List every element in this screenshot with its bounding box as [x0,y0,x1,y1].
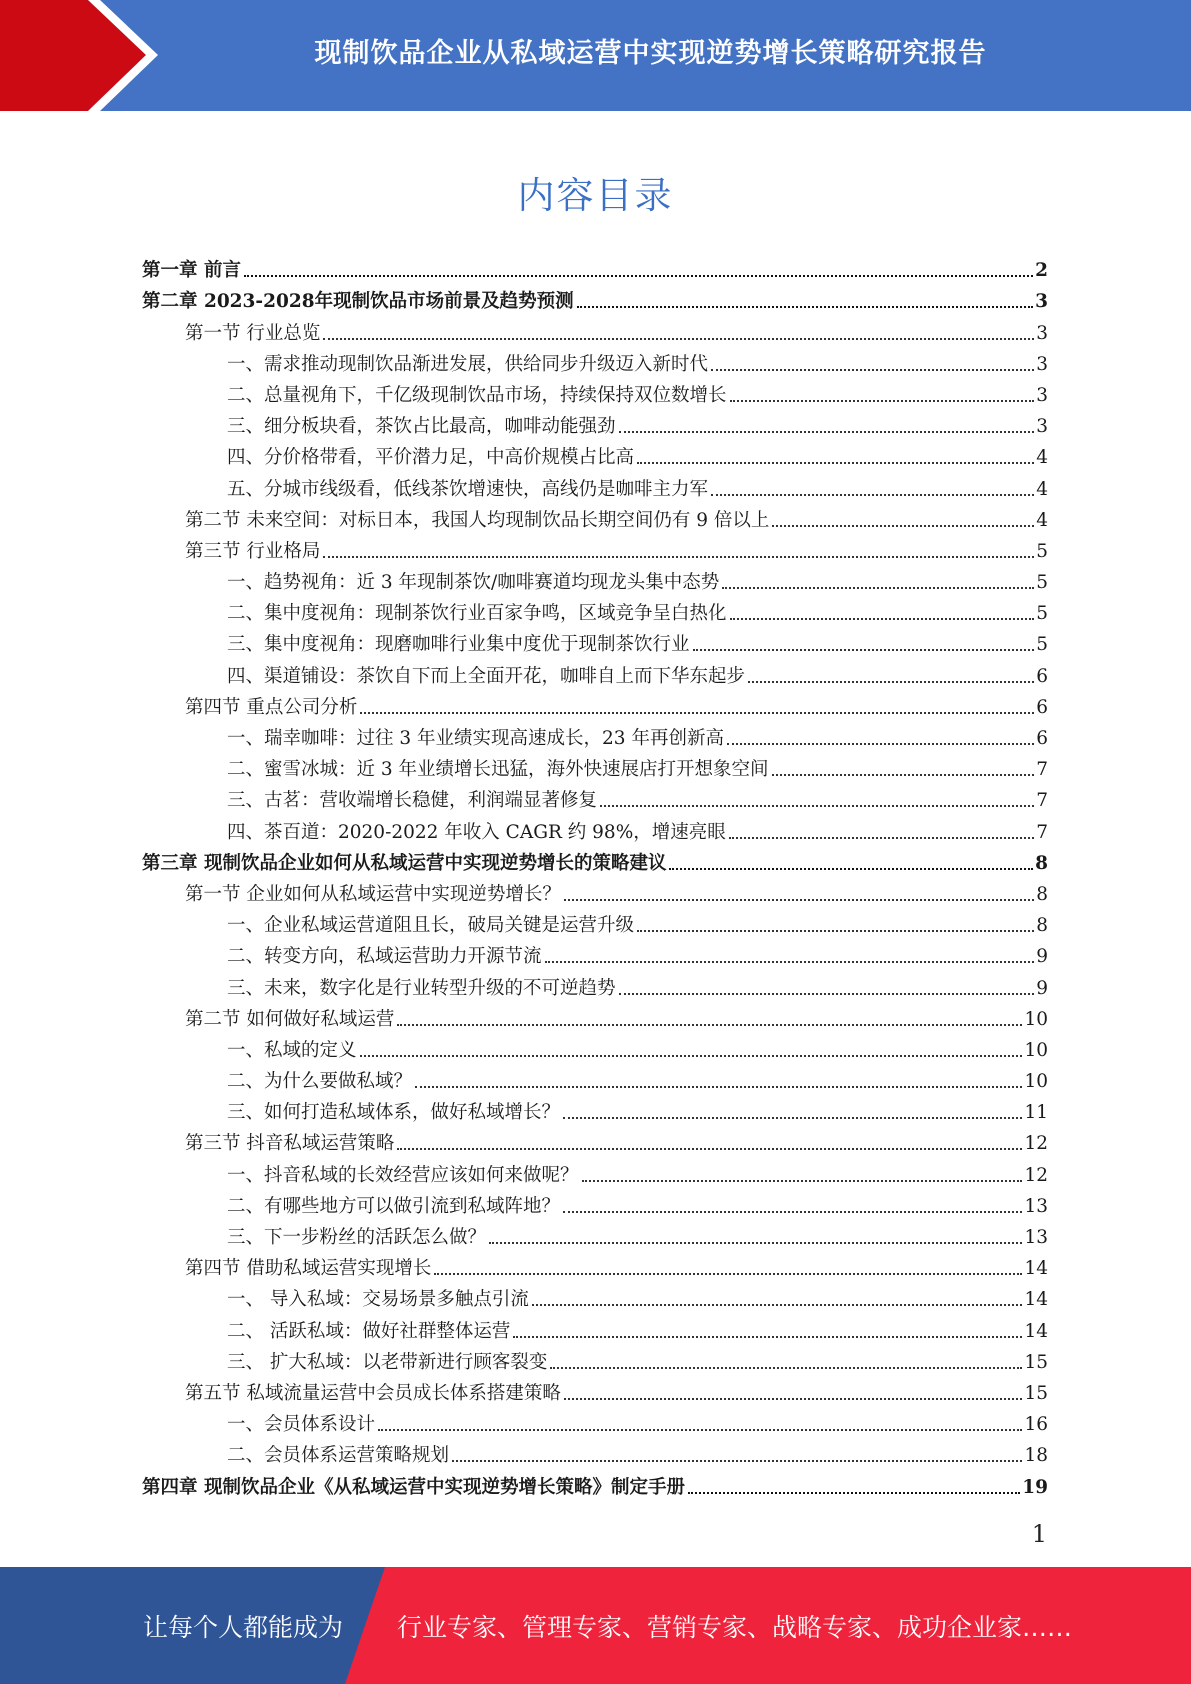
toc-entry[interactable] [142,1127,1048,1158]
toc-entry[interactable] [142,316,1048,347]
toc-dot-leader [564,899,1034,901]
toc-dot-leader [323,556,1034,558]
toc-entry-label: 二、总量视角下，千亿级现制饮品市场，持续保持双位数增长 [227,384,727,406]
toc-entry-page: 2 [1035,260,1048,282]
toc-dot-leader [727,743,1034,745]
toc-entry[interactable] [142,1314,1048,1345]
page-number: 1 [1031,1520,1047,1548]
toc-dot-leader [532,1304,1023,1306]
toc-entry[interactable] [142,1377,1048,1408]
toc-entry-page: 7 [1036,759,1048,781]
toc-entry-page: 8 [1036,883,1048,905]
toc-entry-page: 14 [1024,1320,1048,1342]
toc-entry-label: 二、为什么要做私域？ [227,1071,413,1093]
toc-entry-label: 三、如何打造私域体系，做好私域增长？ [227,1102,561,1124]
toc-dot-leader [434,1273,1022,1275]
toc-list [142,254,1048,1502]
report-title: 现制饮品企业从私域运营中实现逆势增长策略研究报告 [314,37,987,69]
toc-entry-label: 一、会员体系设计 [227,1414,376,1436]
toc-entry-page: 16 [1024,1414,1048,1436]
toc-entry[interactable] [142,254,1048,285]
toc-dot-leader [711,369,1034,371]
toc-entry-label: 一、 导入私域：交易场景多触点引流 [227,1289,529,1311]
toc-entry-page: 10 [1024,1008,1048,1030]
toc-entry-label: 第一节 行业总览 [185,322,321,344]
toc-entry[interactable] [142,1252,1048,1283]
toc-entry[interactable] [142,847,1048,878]
header-band [0,0,1191,111]
toc-dot-leader [582,1180,1023,1182]
toc-entry-page: 7 [1036,821,1048,843]
toc-dot-leader [577,306,1034,308]
toc-entry-page: 4 [1036,509,1048,531]
toc-entry-page: 10 [1024,1039,1048,1061]
toc-entry-label: 第五节 私域流量运营中会员成长体系搭建策略 [185,1382,561,1404]
toc-entry-page: 4 [1036,478,1048,500]
toc-entry[interactable] [142,1158,1048,1189]
toc-entry[interactable] [142,472,1048,503]
toc-entry[interactable] [142,784,1048,815]
toc-entry-label: 第二节 未来空间：对标日本，我国人均现制饮品长期空间仍有 9 倍以上 [185,509,770,531]
toc-entry-page: 3 [1036,384,1048,406]
toc-dot-leader [722,587,1034,589]
toc-dot-leader [729,837,1034,839]
toc-dot-leader [637,462,1034,464]
toc-dot-leader [564,1398,1023,1400]
toc-entry-page: 12 [1024,1164,1048,1186]
toc-entry-label: 一、私域的定义 [227,1039,357,1061]
footer-slogan-right: 行业专家、管理专家、营销专家、战略专家、成功企业家…… [397,1612,1073,1642]
toc-entry-label: 第一章 前言 [142,260,241,282]
toc-entry[interactable] [142,1346,1048,1377]
toc-entry-page: 5 [1036,572,1048,594]
toc-entry-label: 第四节 重点公司分析 [185,696,358,718]
toc-entry[interactable] [142,441,1048,472]
toc-entry-page: 12 [1024,1133,1048,1155]
toc-entry-label: 第三节 行业格局 [185,540,321,562]
footer-band [0,1567,1191,1684]
toc-dot-leader [730,618,1035,620]
toc-entry-label: 第二章 2023-2028年现制饮品市场前景及趋势预测 [142,291,574,313]
toc-title: 内容目录 [517,174,674,217]
toc-entry[interactable] [142,504,1048,535]
toc-entry[interactable] [142,1096,1048,1127]
toc-entry-page: 18 [1024,1445,1048,1467]
toc-entry[interactable] [142,285,1048,316]
toc-dot-leader [772,774,1035,776]
toc-entry-label: 三、细分板块看，茶饮占比最高，咖啡动能强劲 [227,416,616,438]
toc-entry-page: 10 [1024,1071,1048,1093]
toc-dot-leader [360,1055,1023,1057]
toc-entry-page: 4 [1036,447,1048,469]
toc-entry-label: 三、未来，数字化是行业转型升级的不可逆趋势 [227,977,616,999]
toc-dot-leader [693,649,1035,651]
toc-entry-page: 14 [1024,1289,1048,1311]
toc-entry[interactable] [142,1408,1048,1439]
toc-entry-page: 8 [1035,852,1048,874]
toc-dot-leader [415,1086,1022,1088]
toc-entry-label: 第三节 抖音私域运营策略 [185,1133,395,1155]
toc-entry-label: 三、下一步粉丝的活跃怎么做？ [227,1227,487,1248]
toc-entry-label: 二、会员体系运营策略规划 [227,1445,450,1467]
toc-entry-label: 一、瑞幸咖啡：过往 3 年业绩实现高速成长，23 年再创新高 [227,728,724,749]
toc-entry[interactable] [142,909,1048,940]
toc-entry[interactable] [142,1439,1048,1470]
toc-entry-label: 一、企业私域运营道阻且长，破局关键是运营升级 [227,915,635,937]
toc-entry-label: 四、渠道铺设：茶饮自下而上全面开花，咖啡自上而下华东起步 [227,665,746,687]
toc-entry-label: 二、有哪些地方可以做引流到私域阵地？ [227,1195,561,1217]
toc-dot-leader [513,1336,1022,1338]
toc-dot-leader [378,1429,1022,1431]
toc-entry-page: 9 [1036,977,1048,999]
toc-entry[interactable] [142,597,1048,628]
toc-entry[interactable] [142,1003,1048,1034]
toc-dot-leader [669,868,1033,870]
toc-entry-page: 3 [1036,353,1048,375]
toc-entry-label: 第四节 借助私域运营实现增长 [185,1258,432,1280]
toc-entry[interactable] [142,1470,1048,1501]
toc-entry-label: 一、趋势视角：近 3 年现制茶饮/咖啡赛道均现龙头集中态势 [227,572,720,594]
toc-entry[interactable] [142,1065,1048,1096]
toc-entry-label: 二、蜜雪冰城：近 3 年业绩增长迅猛，海外快速展店打开想象空间 [227,759,769,781]
toc-entry-page: 7 [1036,790,1048,812]
footer-slogan-left: 让每个人都能成为 [143,1612,344,1642]
toc-entry[interactable] [142,379,1048,410]
toc-entry-label: 第二节 如何做好私域运营 [185,1008,395,1030]
toc-entry[interactable] [142,691,1048,722]
toc-entry-page: 9 [1036,946,1048,968]
toc-entry-page: 6 [1036,665,1048,687]
toc-entry-page: 15 [1024,1382,1048,1404]
toc-entry-page: 5 [1036,603,1048,625]
toc-dot-leader [730,400,1035,402]
toc-entry-label: 一、需求推动现制饮品渐进发展，供给同步升级迈入新时代 [227,353,709,375]
toc-entry-page: 15 [1024,1351,1048,1373]
toc-entry-page: 8 [1036,915,1048,937]
toc-dot-leader [563,1211,1022,1213]
toc-dot-leader [748,681,1034,683]
toc-entry-page: 6 [1036,728,1048,749]
toc-entry-label: 二、 活跃私域：做好社群整体运营 [227,1320,511,1342]
toc-dot-leader [600,805,1034,807]
toc-dot-leader [619,993,1035,995]
toc-entry[interactable] [142,1221,1048,1252]
toc-entry-page: 11 [1024,1102,1048,1124]
toc-entry-page: 13 [1024,1227,1048,1248]
toc-entry-page: 13 [1024,1195,1048,1217]
toc-entry[interactable] [142,878,1048,909]
toc-entry[interactable] [142,410,1048,441]
toc-entry-page: 5 [1036,540,1048,562]
toc-dot-leader [550,1367,1022,1369]
toc-entry[interactable] [142,1190,1048,1221]
toc-entry[interactable] [142,535,1048,566]
header-red-block [0,0,146,111]
toc-dot-leader [360,712,1034,714]
toc-dot-leader [397,1148,1022,1150]
toc-entry[interactable] [142,566,1048,597]
toc-dot-leader [489,1242,1022,1244]
toc-entry-label: 二、集中度视角：现制茶饮行业百家争鸣，区域竞争呈白热化 [227,603,727,625]
toc-entry-label: 三、 扩大私域：以老带新进行顾客裂变 [227,1351,548,1373]
toc-entry-page: 3 [1035,291,1048,313]
toc-dot-leader [545,961,1035,963]
toc-entry[interactable] [142,940,1048,971]
toc-entry[interactable] [142,722,1048,753]
toc-entry[interactable] [142,815,1048,846]
toc-dot-leader [772,525,1034,527]
toc-entry[interactable] [142,1034,1048,1065]
toc-entry-label: 一、抖音私域的长效经营应该如何来做呢？ [227,1164,579,1186]
toc-dot-leader [397,1024,1022,1026]
toc-entry-label: 四、分价格带看，平价潜力足，中高价规模占比高 [227,447,635,469]
toc-entry[interactable] [142,1283,1048,1314]
toc-entry-label: 四、茶百道：2020-2022 年收入 CAGR 约 98%，增速亮眼 [227,821,726,843]
toc-entry-page: 3 [1036,322,1048,344]
toc-entry-label: 第四章 现制饮品企业《从私域运营中实现逆势增长策略》制定手册 [142,1476,685,1498]
toc-entry-page: 6 [1036,696,1048,718]
toc-entry-label: 三、古茗：营收端增长稳健，利润端显著修复 [227,790,598,812]
toc-dot-leader [688,1492,1020,1494]
toc-dot-leader [452,1460,1022,1462]
toc-entry[interactable] [142,628,1048,659]
toc-entry-label: 二、转变方向，私域运营助力开源节流 [227,946,542,968]
toc-entry-page: 5 [1036,634,1048,656]
toc-entry[interactable] [142,348,1048,379]
toc-dot-leader [711,494,1034,496]
toc-entry-label: 五、分城市线级看，低线茶饮增速快，高线仍是咖啡主力军 [227,478,709,500]
toc-entry-label: 三、集中度视角：现磨咖啡行业集中度优于现制茶饮行业 [227,634,690,656]
toc-entry-label: 第三章 现制饮品企业如何从私域运营中实现逆势增长的策略建议 [142,852,667,874]
toc-entry-label: 第一节 企业如何从私域运营中实现逆势增长？ [185,883,561,905]
toc-entry-page: 19 [1022,1476,1048,1498]
toc-dot-leader [637,930,1034,932]
toc-dot-leader [244,275,1033,277]
toc-dot-leader [323,338,1034,340]
toc-entry[interactable] [142,753,1048,784]
toc-entry[interactable] [142,659,1048,690]
toc-entry-page: 3 [1036,416,1048,438]
toc-entry[interactable] [142,971,1048,1002]
toc-dot-leader [619,431,1035,433]
toc-dot-leader [563,1117,1022,1119]
toc-entry-page: 14 [1024,1258,1048,1280]
